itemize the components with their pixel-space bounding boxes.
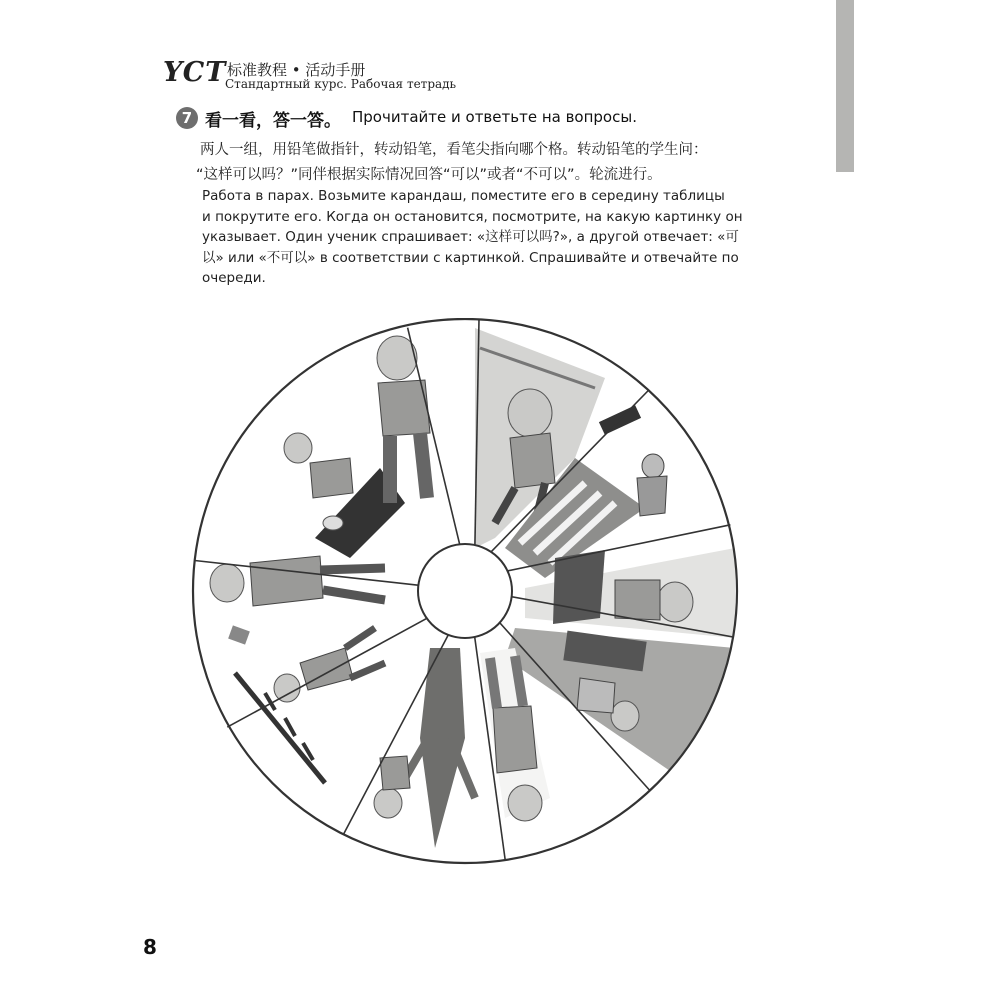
task-title-ru: Прочитайте и ответьте на вопросы.	[352, 108, 637, 126]
instruction-ru-line: указывает. Один ученик спрашивает: «这样可以吗?», а другой отвечает: «可	[202, 229, 739, 245]
instruction-ru	[202, 186, 802, 289]
instruction-zh-line: 两人一组，用铅笔做指针，转动铅笔，看笔尖指向哪个格。转动铅笔的学生问：	[200, 142, 708, 158]
instruction-ru-line: очереди.	[202, 270, 266, 286]
yct-logo: YCT	[163, 57, 227, 88]
task-number-badge: 7	[176, 107, 198, 129]
instruction-zh-line: “这样可以吗？”同伴根据实际情况回答“可以”或者“不可以”。轮流进行。	[196, 167, 662, 183]
section-tab	[836, 0, 854, 172]
header-title-zh: 标准教程 • 活动手册	[227, 61, 366, 79]
instruction-zh	[196, 138, 800, 188]
instruction-ru-line: Работа в парах. Возьмите карандаш, поместите его в середину таблицы	[202, 188, 725, 204]
header-title-ru: Стандартный курс. Рабочая тетрадь	[225, 77, 457, 91]
instruction-ru-line: 以» или «不可以» в соответствии с картинкой. Спрашивайте и отвечайте по	[202, 249, 739, 266]
task-title-zh: 看一看，答一答。	[205, 111, 341, 131]
page-number: 8	[143, 935, 157, 959]
wheel-center-circle	[418, 544, 512, 638]
instruction-ru-line: и покрутите его. Когда он остановится, посмотрите, на какую картинку он	[202, 208, 743, 225]
spinner-wheel	[175, 318, 755, 878]
